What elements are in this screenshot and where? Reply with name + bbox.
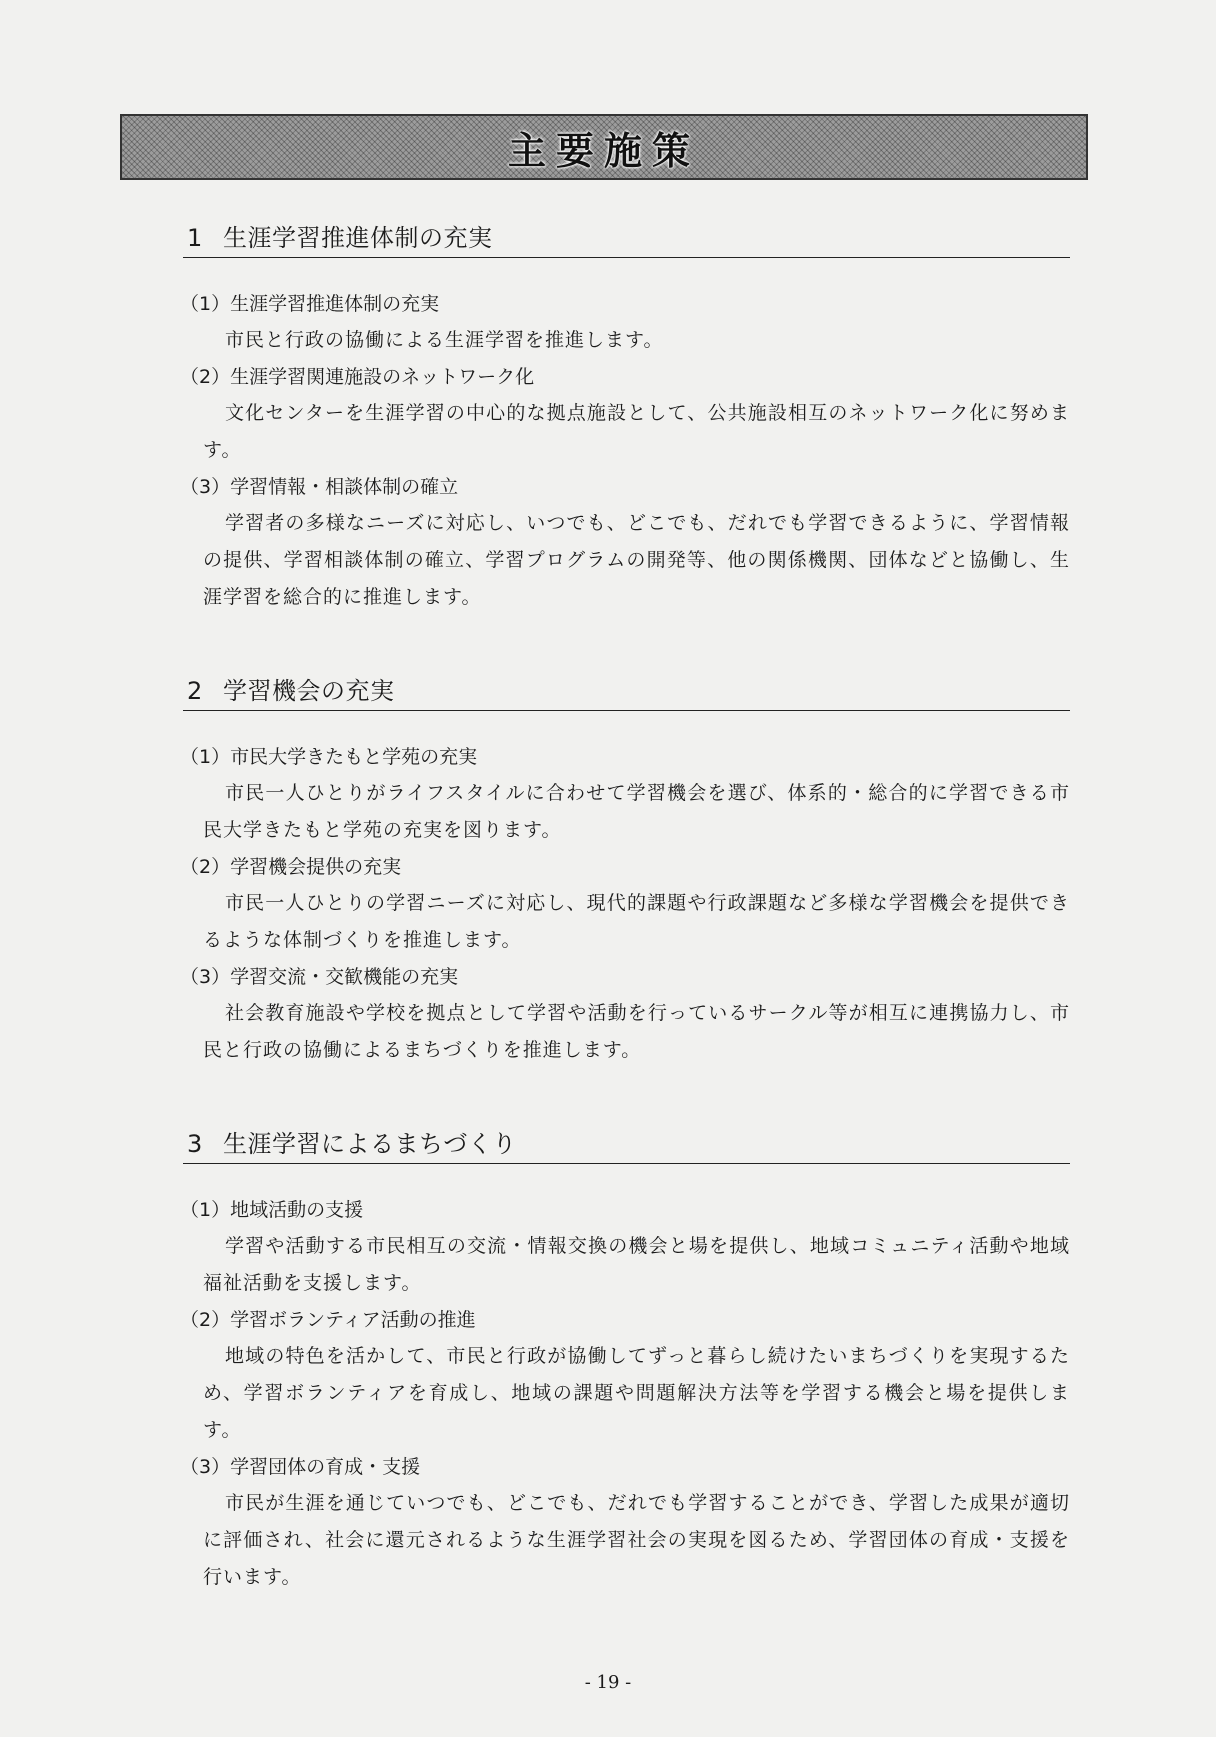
item-title: （1）市民大学きたもと学苑の充実 [180,746,478,768]
section-number: 3 [187,1130,203,1158]
banner-title: 主要施策 [507,128,700,173]
section-number: 1 [187,224,203,252]
item-title: （2）学習機会提供の充実 [180,856,402,878]
item-body: 社会教育施設や学校を拠点として学習や活動を行っているサークル等が相互に連携協力し、市民と行政の協働によるまちづくりを推進します。 [203,1002,1070,1061]
section-heading [183,218,1070,258]
item-body: 文化センターを生涯学習の中心的な拠点施設として、公共施設相互のネットワーク化に努めます。 [203,402,1070,461]
section-3 [180,1124,1070,1596]
section-title: 生涯学習によるまちづくり [223,1130,517,1158]
item-title: （2）学習ボランティア活動の推進 [180,1309,476,1331]
section-heading [183,671,1070,711]
item-title: （3）学習団体の育成・支援 [180,1456,421,1478]
section-title: 学習機会の充実 [223,677,395,705]
item-title: （1）生涯学習推進体制の充実 [180,293,440,315]
section-number: 2 [187,677,203,705]
item-body: 市民と行政の協働による生涯学習を推進します。 [225,329,664,351]
page-number: - 19 - [584,1672,632,1693]
item-body: 市民が生涯を通じていつでも、どこでも、だれでも学習することができ、学習した成果が適切に評価され、社会に還元されるような生涯学習社会の実現を図るため、学習団体の育成・支援を行います。 [203,1492,1070,1588]
item-body: 市民一人ひとりの学習ニーズに対応し、現代的課題や行政課題など多様な学習機会を提供できるような体制づくりを推進します。 [203,892,1070,951]
item-title: （3）学習交流・交歓機能の充実 [180,966,459,988]
item-body: 市民一人ひとりがライフスタイルに合わせて学習機会を選び、体系的・総合的に学習できる市民大学きたもと学苑の充実を図ります。 [203,782,1070,841]
item-body: 学習者の多様なニーズに対応し、いつでも、どこでも、だれでも学習できるように、学習情報の提供、学習相談体制の確立、学習プログラムの開発等、他の関係機関、団体などと協働し、生涯学習を総合的に推進します。 [203,512,1070,608]
item-title: （1）地域活動の支援 [180,1199,364,1221]
item-body: 地域の特色を活かして、市民と行政が協働してずっと暮らし続けたいまちづくりを実現するため、学習ボランティアを育成し、地域の課題や問題解決方法等を学習する機会と場を提供します。 [203,1345,1070,1441]
banner [120,114,1088,180]
item-title: （3）学習情報・相談体制の確立 [180,476,459,498]
section-title: 生涯学習推進体制の充実 [223,224,493,252]
section-1 [180,218,1070,616]
item-title: （2）生涯学習関連施設のネットワーク化 [180,366,535,388]
section-heading [183,1124,1070,1164]
item-body: 学習や活動する市民相互の交流・情報交換の機会と場を提供し、地域コミュニティ活動や地域福祉活動を支援します。 [203,1235,1070,1294]
section-2 [180,671,1070,1069]
